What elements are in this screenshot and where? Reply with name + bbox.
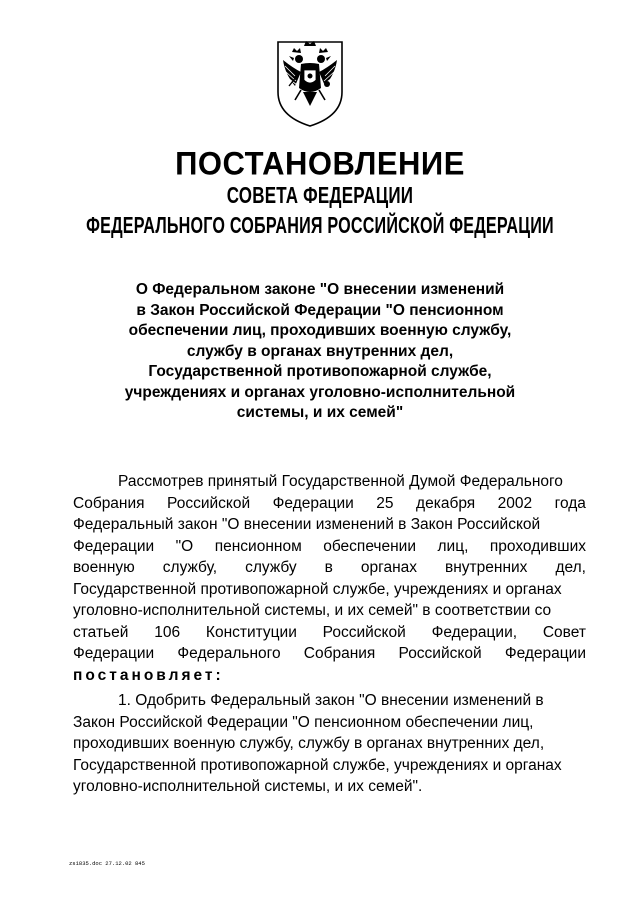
paragraph-item-1 xyxy=(73,690,586,798)
word: Собрания xyxy=(73,494,145,512)
paragraph-line: уголовно-исполнительной системы, и их семей" в соответствии со xyxy=(73,602,552,619)
word: 2002 xyxy=(497,494,533,512)
paragraph-line xyxy=(73,643,586,665)
word: Федерации xyxy=(504,645,586,662)
heading-line: Государственной противопожарной службе, xyxy=(148,363,492,380)
paragraph-line: Государственной противопожарной службе, учреждениях и органах xyxy=(73,580,562,598)
word: службу, xyxy=(162,559,218,576)
word: Собрания xyxy=(303,645,376,662)
word: Конституции xyxy=(205,623,297,641)
document-file-code: zs1835.doc 27.12.02 845 xyxy=(69,860,145,867)
paragraph-line xyxy=(73,557,586,579)
word: Совет xyxy=(542,623,586,641)
paragraph-line xyxy=(73,622,586,644)
word: "О xyxy=(175,537,194,555)
heading-line: учреждениях и органах уголовно-исполнительной xyxy=(124,383,516,401)
resolution-verb: постановляет: xyxy=(73,666,224,684)
word: Федерации xyxy=(272,494,354,512)
paragraph-line: 1. Одобрить Федеральный закон "О внесении изменений в xyxy=(118,692,544,709)
paragraph-line: Рассмотрев принятый Государственной Думой Федерального xyxy=(118,473,563,490)
word: Федерации xyxy=(73,537,155,555)
word: статьей xyxy=(73,623,129,641)
word: внутренних xyxy=(445,559,528,576)
document-title: ПОСТАНОВЛЕНИЕ xyxy=(175,145,465,182)
paragraph-line xyxy=(73,536,586,558)
document-subtitle-council: СОВЕТА ФЕДЕРАЦИИ xyxy=(226,182,414,209)
word: пенсионном xyxy=(214,537,302,555)
word: Российской xyxy=(167,494,251,512)
word: службу xyxy=(245,559,297,576)
word: декабря xyxy=(416,494,476,512)
word: проходивших xyxy=(489,537,586,555)
paragraph-line: проходивших военную службу, службу в органах внутренних дел, xyxy=(73,735,545,752)
heading-line: в Закон Российской Федерации "О пенсионном xyxy=(136,301,504,319)
word: Российской xyxy=(398,645,482,662)
paragraph-line xyxy=(73,493,586,515)
word: органах xyxy=(360,559,418,576)
word: обеспечении xyxy=(323,537,416,555)
word: военную xyxy=(73,559,135,576)
word: в xyxy=(324,559,333,576)
word: лиц, xyxy=(437,537,469,555)
paragraph-line: Государственной противопожарной службе, учреждениях и органах xyxy=(73,756,562,774)
word: Федерального xyxy=(177,645,281,662)
heading-line: О Федеральном законе "О внесении изменений xyxy=(135,281,505,298)
paragraph-line: Закон Российской Федерации "О пенсионном обеспечении лиц, xyxy=(73,713,534,731)
paragraph-resolution-preamble xyxy=(73,471,586,686)
word: года xyxy=(554,494,586,512)
heading-line: системы, и их семей" xyxy=(236,404,404,421)
document-heading xyxy=(110,280,530,424)
heading-line: обеспечении лиц, проходивших военную службу, xyxy=(128,322,512,339)
word: Российской xyxy=(322,623,406,641)
word: дел, xyxy=(555,559,586,576)
paragraph-line: уголовно-исполнительной системы, и их семей". xyxy=(73,778,423,795)
word: Федерации, xyxy=(431,623,518,641)
paragraph-line: Федеральный закон "О внесении изменений в Закон Российской xyxy=(73,516,541,533)
word: 106 xyxy=(154,623,181,641)
heading-line: службу в органах внутренних дел, xyxy=(186,342,454,360)
word: Федерации xyxy=(73,645,155,662)
word: 25 xyxy=(376,494,394,512)
document-subtitle-assembly: ФЕДЕРАЛЬНОГО СОБРАНИЯ РОССИЙСКОЙ ФЕДЕРАЦИИ xyxy=(86,212,554,239)
coat-of-arms-icon xyxy=(275,36,345,128)
